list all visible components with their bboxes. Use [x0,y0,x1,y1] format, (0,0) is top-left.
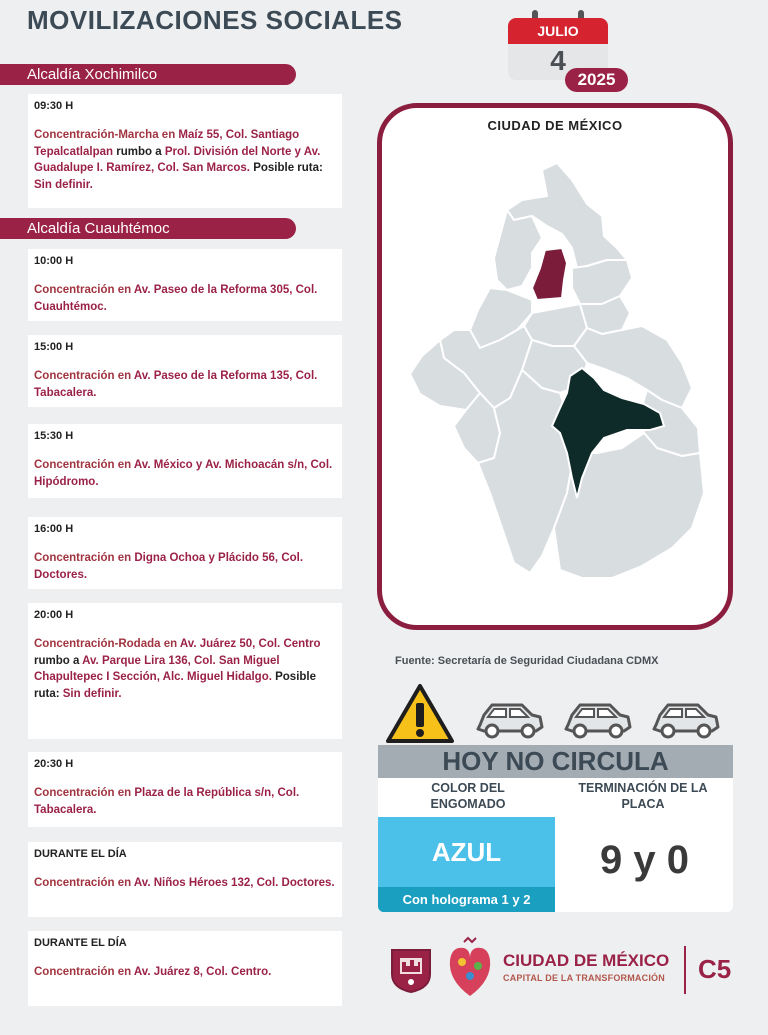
event-card [28,931,342,1006]
event-text-segment: en [114,877,134,889]
event-text-segment: Av. Paseo de la Reforma 135, Col. Tabacalera. [34,370,318,399]
color-label: COLOR DEL ENGOMADO [430,781,506,811]
event-text-segment: Av. Paseo de la Reforma 305, Col. Cuauhtémoc. [34,284,318,313]
footer-c5-logo: C5 [698,954,732,984]
color-box [378,817,555,912]
event-description [34,875,336,892]
event-time: 10:00 H [34,255,74,267]
event-time: 15:00 H [34,341,74,353]
calendar-month: JULIO [508,18,608,44]
event-time: 16:00 H [34,523,74,535]
event-time: DURANTE EL DÍA [34,937,127,949]
event-card [28,752,342,827]
event-text-segment: Av. México y Av. Michoacán s/n, Col. Hipódromo. [34,459,333,488]
event-text-segment: Av. Niños Héroes 132, Col. Doctores. [133,877,335,889]
car-icon [562,697,634,741]
event-text-segment: en [114,787,135,799]
event-text-segment: en [160,638,180,650]
plate-label: TERMINACIÓN DE LA PLACA [578,781,708,811]
cdmx-map-svg [382,108,728,625]
event-card [28,249,342,321]
event-description [34,636,336,702]
event-text-segment: Plaza de la República s/n, Col. Tabacalera. [34,787,300,816]
map-region-cuauhtemoc [532,248,567,300]
event-description [34,457,336,490]
source-text: Fuente: Secretaría de Seguridad Ciudadana CDMX [395,655,659,667]
event-description [34,127,336,193]
section-header-cuauhtemoc: Alcaldía Cuauhtémoc [0,218,296,239]
event-text-segment: en [114,966,134,978]
cdmx-map [377,103,733,630]
event-time: 15:30 H [34,430,74,442]
hoy-no-circula-title: HOY NO CIRCULA [378,745,733,778]
footer-slogan: CAPITAL DE LA TRANSFORMACIÓN [503,973,665,983]
event-text-segment: rumbo a [113,145,165,158]
event-text-segment: Concentración [34,787,115,799]
event-text-segment: Posible ruta: [34,671,317,700]
event-description [34,964,336,981]
event-description [34,368,336,401]
map-region-venustiano-carranza [572,260,632,304]
cdmx-heart-logo-icon [444,936,496,1000]
event-text-segment: Concentración-Rodada [34,638,161,650]
event-card [28,424,342,498]
event-text-segment: en [158,129,179,141]
event-text-segment: Maíz 55, Col. Santiago Tepalcatlalpan [34,129,300,158]
event-card [28,94,342,208]
event-time: 20:00 H [34,609,74,621]
event-card [28,517,342,589]
event-text-segment: Concentración [34,877,115,889]
year-badge: 2025 [565,68,628,92]
event-text-segment: rumbo a [34,654,83,667]
map-region-azcapotzalco [494,210,542,290]
event-text-segment: Sin definir. [34,178,93,191]
event-time: 20:30 H [34,758,74,770]
event-text-segment: Concentración [34,284,115,296]
car-icon [650,697,722,741]
event-text-segment: Av. Juárez 8, Col. Centro. [133,966,272,978]
event-text-segment: en [114,552,135,564]
event-description [34,785,336,818]
page-title: MOVILIZACIONES SOCIALES [27,5,403,35]
hoy-no-circula-panel [378,778,733,912]
event-description [34,282,336,315]
event-text-segment: en [114,459,134,471]
footer-city: CIUDAD DE MÉXICO [503,951,670,970]
event-text-segment: Digna Ochoa y Plácido 56, Col. Doctores. [34,552,304,581]
event-text-segment: Concentración [34,552,115,564]
event-text-segment: Av. Juárez 50, Col. Centro [179,638,321,650]
footer-divider [684,946,686,994]
section-header-xochimilco: Alcaldía Xochimilco [0,64,296,85]
event-text-segment: Posible ruta: [250,162,323,174]
event-card [28,335,342,407]
event-text-segment: Concentración [34,459,115,471]
event-text-segment: en [114,370,134,382]
event-text-segment: Av. Parque Lira 136, Col. San Miguel Chapultepec I Sección, Alc. Miguel Hidalgo. [34,654,280,683]
cdmx-coat-of-arms-icon [388,944,434,994]
event-time: DURANTE EL DÍA [34,848,127,860]
warning-icon [385,683,455,745]
event-text-segment: Concentración [34,370,115,382]
color-name: AZUL [431,837,502,867]
event-text-segment: en [114,284,134,296]
event-card [28,603,342,739]
calendar-day: 4 [508,44,608,80]
event-text-segment: Concentración-Marcha [34,129,159,141]
event-text-segment: Prol. División del Norte y Av. Guadalupe I. Ramírez, Col. San Marcos. [34,145,321,174]
map-title: CIUDAD DE MÉXICO [487,118,623,133]
event-text-segment: Concentración [34,966,115,978]
plate-numbers: 9 y 0 [600,838,689,882]
event-card [28,842,342,917]
hologram-text: Con holograma 1 y 2 [378,887,555,912]
car-icon [474,697,546,741]
event-text-segment: Sin definir. [62,687,122,700]
event-time: 09:30 H [34,100,74,112]
event-description [34,550,336,583]
